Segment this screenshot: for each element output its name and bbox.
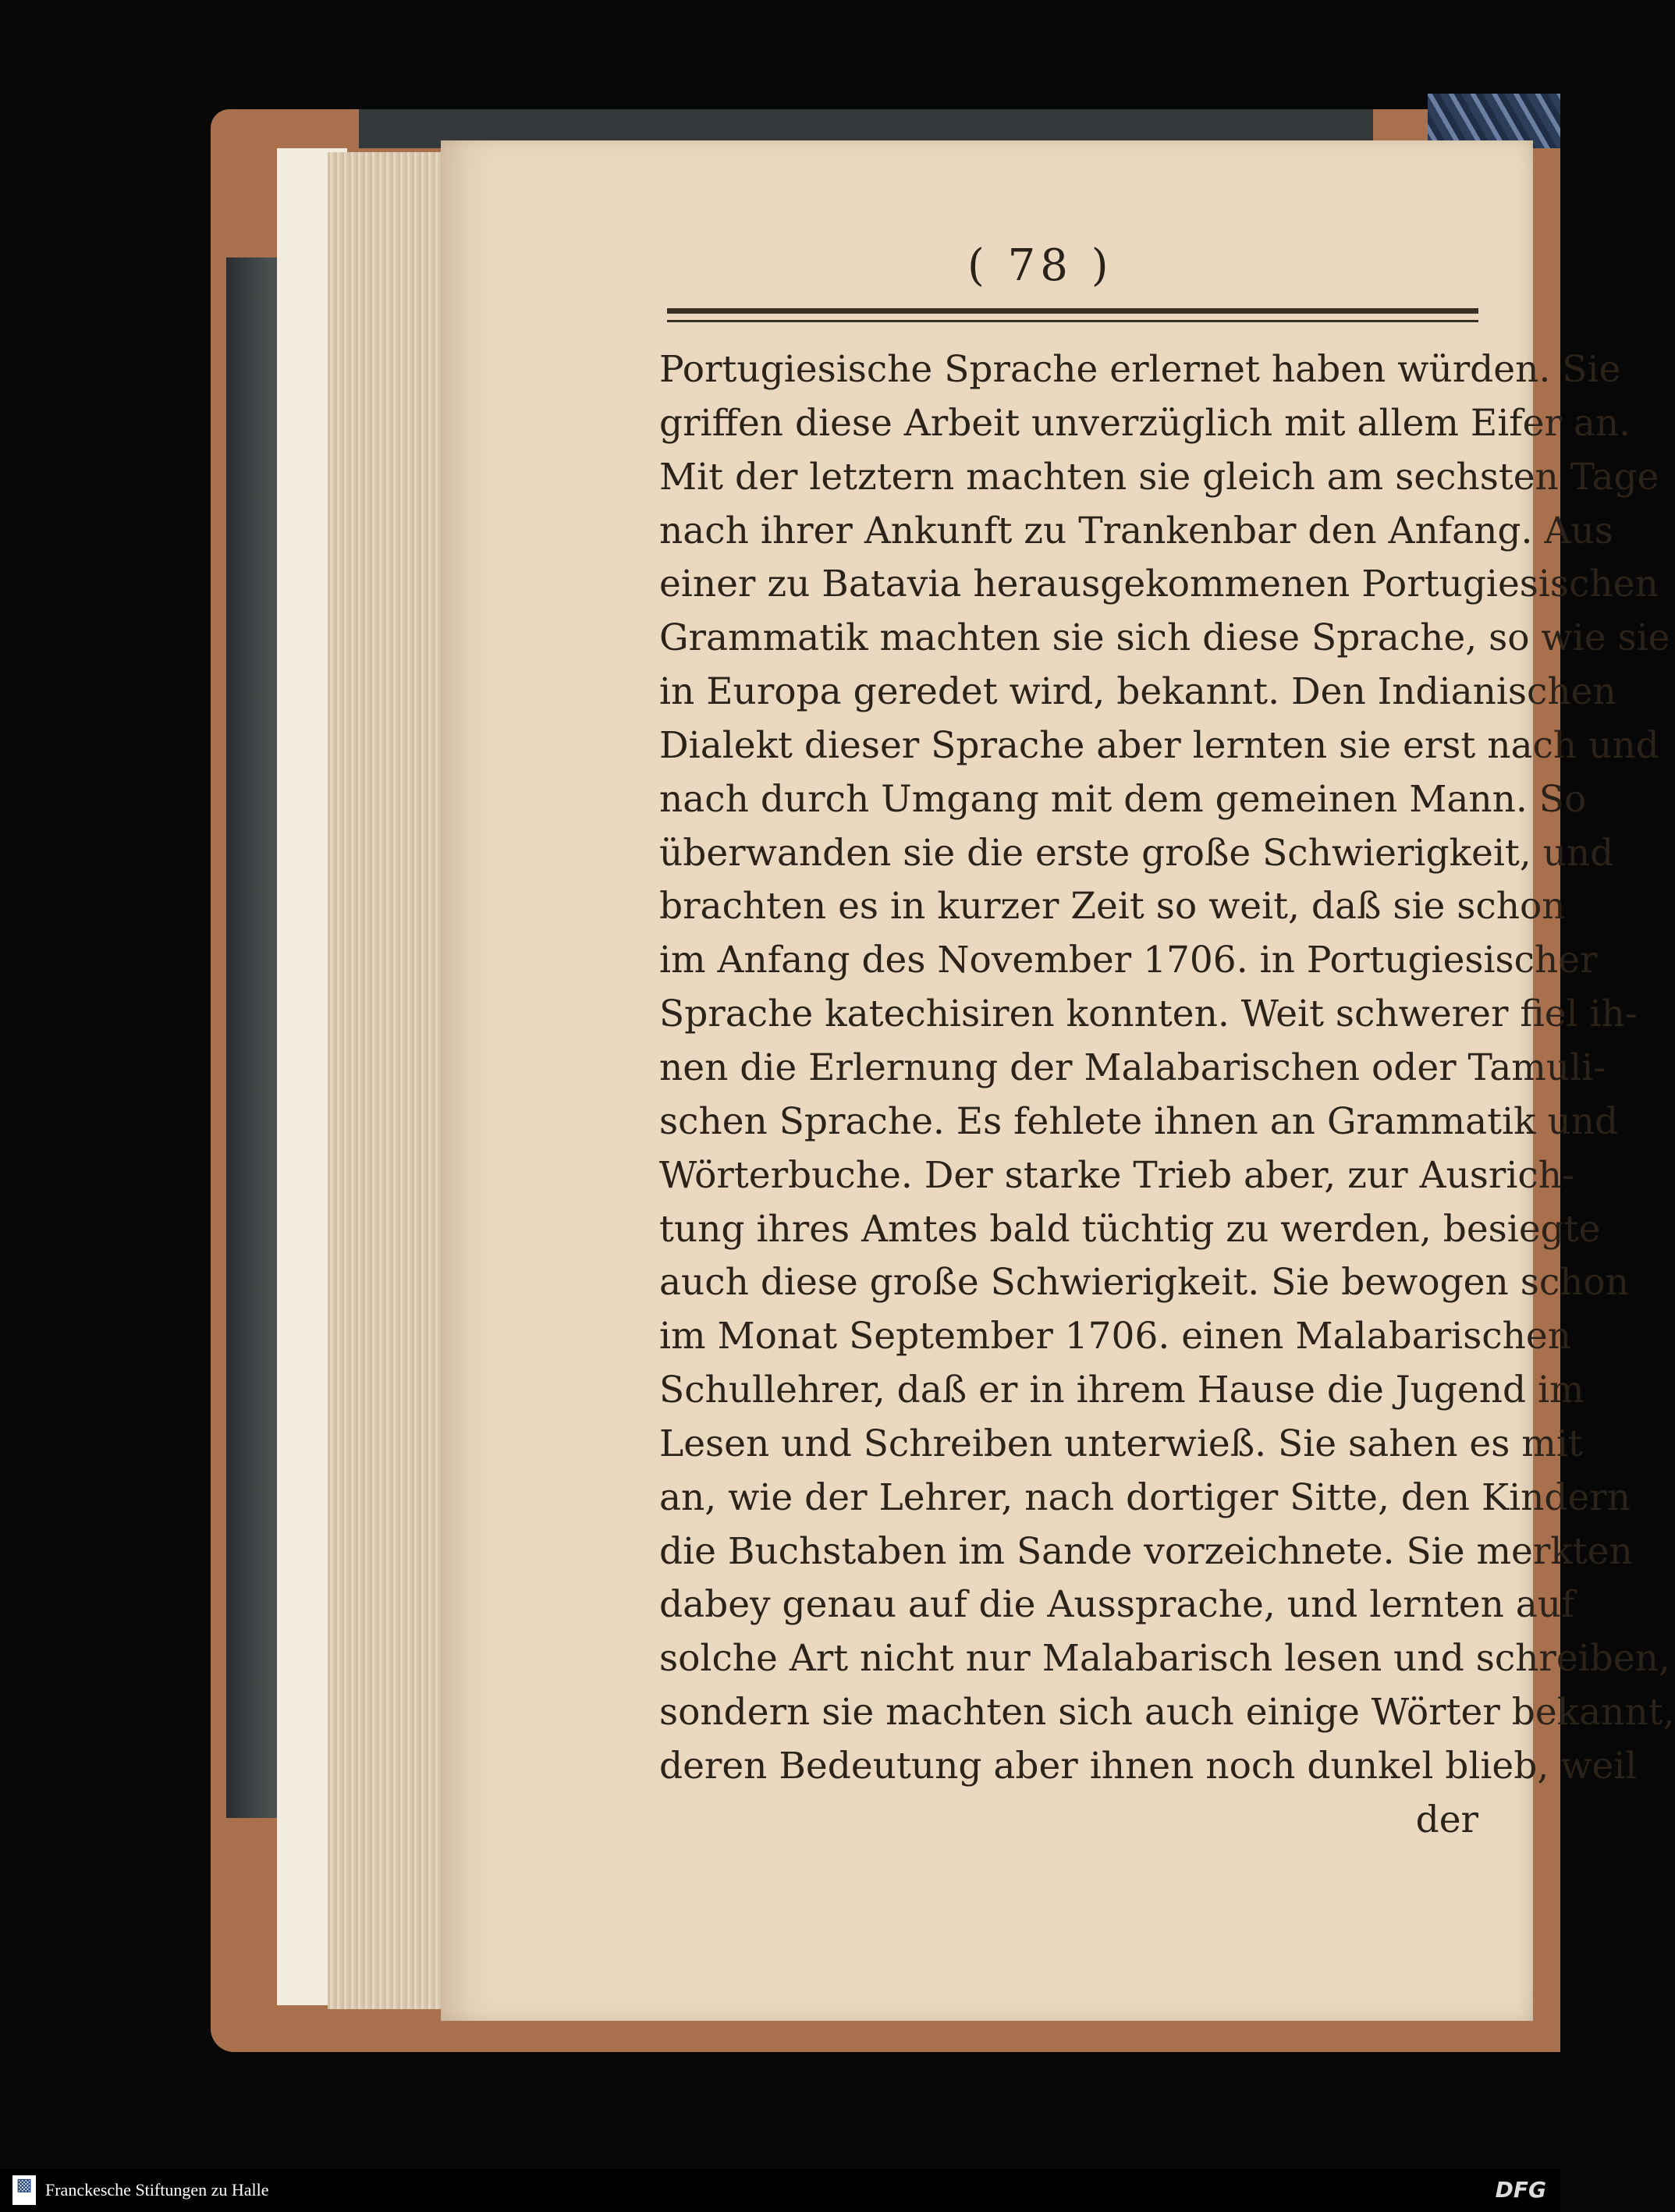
text-line: Portugiesische Sprache erlernet haben würden. Sie (659, 348, 1621, 391)
page-number: ( 78 ) (967, 240, 1113, 291)
text-line: überwanden sie die erste große Schwierigkeit, und (659, 831, 1614, 875)
text-line: nen die Erlernung der Malabarischen oder Tamuli- (659, 1046, 1606, 1089)
text-line: dabey genau auf die Aussprache, und lernten auf (659, 1583, 1575, 1627)
text-line: nach ihrer Ankunft zu Trankenbar den Anfang. Aus (659, 509, 1613, 552)
text-line: sondern sie machten sich auch einige Wörter bekannt, (659, 1691, 1675, 1734)
text-line: die Buchstaben im Sande vorzeichnete. Sie merkten (659, 1529, 1633, 1573)
text-line: auch diese große Schwierigkeit. Sie bewogen schon (659, 1261, 1629, 1305)
text-line: schen Sprache. Es fehlete ihnen an Grammatik und (659, 1099, 1619, 1143)
page-edges (328, 152, 452, 2009)
text-line: Mit der letztern machten sie gleich am sechsten Tage (659, 455, 1659, 499)
text-line: brachten es in kurzer Zeit so weit, daß sie schon (659, 885, 1566, 928)
text-line: nach durch Umgang mit dem gemeinen Mann. So (659, 777, 1587, 821)
text-line: Dialekt dieser Sprache aber lernten sie erst nach und (659, 723, 1659, 767)
body-text (659, 343, 1675, 1848)
text-line: Lesen und Schreiben unterwieß. Sie sahen es mit (659, 1422, 1583, 1465)
francke-logo-icon: ▩ (12, 2175, 36, 2205)
footer-dfg-logo[interactable]: DFG (1495, 2177, 1546, 2203)
text-line: deren Bedeutung aber ihnen noch dunkel blieb, weil (659, 1744, 1638, 1788)
text-line: an, wie der Lehrer, nach dortiger Sitte, den Kindern (659, 1475, 1631, 1519)
text-line: in Europa geredet wird, bekannt. Den Indianischen (659, 670, 1616, 714)
text-line: Wörterbuche. Der starke Trieb aber, zur Ausrich- (659, 1153, 1574, 1197)
text-line: einer zu Batavia herausgekommenen Portugiesischen (659, 563, 1659, 606)
text-line: Sprache katechisiren konnten. Weit schwerer fiel ih- (659, 992, 1638, 1036)
text-line: solche Art nicht nur Malabarisch lesen und schreiben, (659, 1637, 1670, 1681)
header-rule (667, 308, 1478, 314)
text-line: Grammatik machten sie sich diese Sprache, so wie sie (659, 616, 1670, 660)
text-line: im Monat September 1706. einen Malabarischen (659, 1315, 1571, 1358)
text-line: tung ihres Amtes bald tüchtig zu werden, besiegte (659, 1207, 1601, 1251)
footer-institution[interactable]: Franckesche Stiftungen zu Halle (45, 2180, 269, 2200)
text-line: im Anfang des November 1706. in Portugiesischer (659, 939, 1598, 982)
text-line: Schullehrer, daß er in ihrem Hause die Jugend im (659, 1369, 1585, 1412)
catchword: der (1415, 1798, 1478, 1841)
header-rule-thin (667, 320, 1478, 322)
text-line: griffen diese Arbeit unverzüglich mit allem Eifer an. (659, 401, 1631, 445)
